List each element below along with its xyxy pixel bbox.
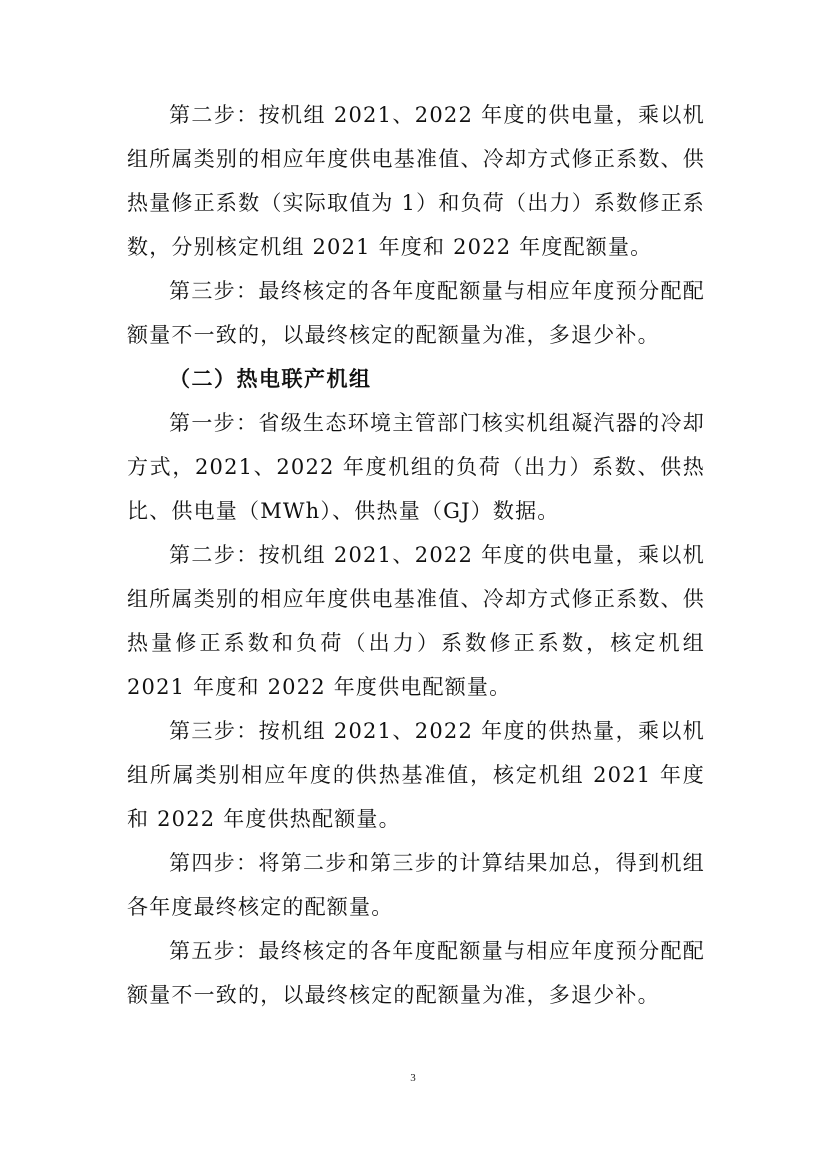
paragraph-step5-chp: 第五步：最终核定的各年度配额量与相应年度预分配配额量不一致的，以最终核定的配额量为准，多退少补。 [127, 939, 705, 1007]
paragraph-step1-chp: 第一步：省级生态环境主管部门核实机组凝汽器的冷却方式，2021、2022 年度机组的负荷（出力）系数、供热比、供电量（MWh）、供热量（GJ）数据。 [127, 411, 705, 523]
paragraph-step4-chp: 第四步：将第二步和第三步的计算结果加总，得到机组各年度最终核定的配额量。 [127, 851, 705, 919]
paragraph-step3-pure-condensing: 第三步：最终核定的各年度配额量与相应年度预分配配额量不一致的，以最终核定的配额量为准，多退少补。 [127, 279, 705, 347]
document-body [127, 93, 705, 1017]
paragraph-step2-chp: 第二步：按机组 2021、2022 年度的供电量，乘以机组所属类别的相应年度供电基准值、冷却方式修正系数、供热量修正系数和负荷（出力）系数修正系数，核定机组 2021 年度和 2022 年度供电配额量。 [127, 543, 705, 699]
paragraph-step2-pure-condensing: 第二步：按机组 2021、2022 年度的供电量，乘以机组所属类别的相应年度供电基准值、冷却方式修正系数、供热量修正系数（实际取值为 1）和负荷（出力）系数修正系数，分别核定机组 2021 年度和 2022 年度配额量。 [127, 103, 705, 259]
paragraph-step3-chp: 第三步：按机组 2021、2022 年度的供热量，乘以机组所属类别相应年度的供热基准值，核定机组 2021 年度和 2022 年度供热配额量。 [127, 719, 705, 831]
section-heading-chp-units: （二）热电联产机组 [169, 367, 372, 391]
page-number: 3 [410, 1072, 416, 1084]
